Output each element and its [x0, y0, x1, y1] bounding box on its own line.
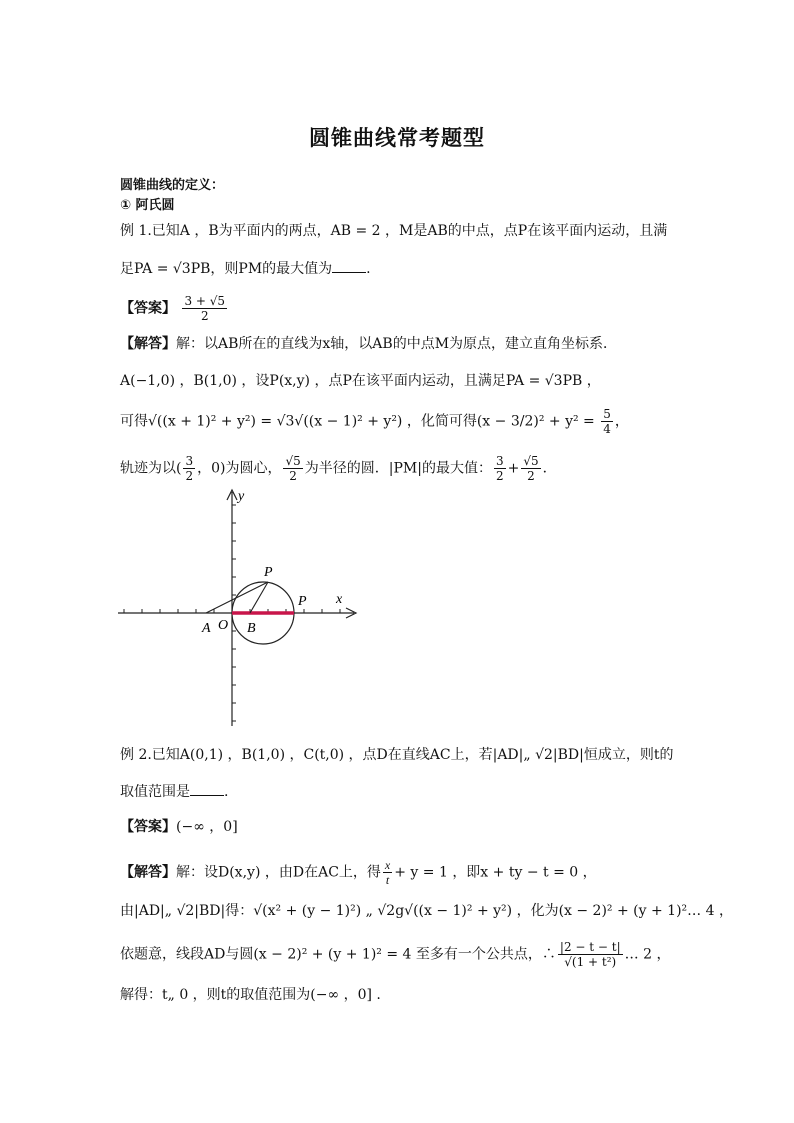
step3-max-fraction-2 — [521, 454, 540, 483]
label-p1: P — [264, 565, 273, 580]
example1-step1: A(−1,0) ，B(1,0) ，设P(x,y) ，点P在该平面内运动，且满足PA = √3PB ， — [120, 373, 601, 389]
section-heading: 圆锥曲线的定义： — [120, 178, 225, 193]
step2-denominator: 4 — [603, 422, 611, 436]
page-title: 圆锥曲线常考题型 — [309, 126, 485, 150]
sol1-num: x — [384, 858, 391, 872]
step2-end: ， — [614, 413, 629, 430]
example2-line2 — [120, 781, 228, 802]
solution-tag: 【解答】 — [120, 336, 176, 352]
example1-answer — [120, 294, 229, 323]
step3-radius-den: 2 — [289, 469, 297, 483]
step3-end: ． — [542, 460, 557, 477]
sol1-text-a: 解：设D(x,y) ，由D在AC上，得 — [176, 864, 381, 881]
sol3-text-a: 依题意，线段AD与圆(x − 2)² + (y + 1)² = 4 至多有一个公共点，∴ — [120, 946, 556, 963]
answer-blank-2 — [190, 781, 224, 796]
sol3-text-b: … 2 ， — [624, 946, 671, 963]
example2-line1: 例 2.已知A(0,1) ，B(1,0) ，C(t,0) ，点D在直线AC上，若|AD|„ √2|BD|恒成立，则t的 — [120, 747, 674, 763]
example2-sol1 — [120, 858, 597, 887]
step2-numerator: 5 — [603, 407, 611, 421]
step3-radius-num: √5 — [285, 454, 301, 468]
answer-numerator: 3 + √5 — [184, 294, 226, 308]
example2-sol4: 解得：t„ 0 ，则t的取值范围为(−∞ ，0] . — [120, 987, 381, 1003]
label-b: B — [247, 621, 256, 636]
answer-value-2: (−∞ ，0] — [176, 819, 238, 835]
answer-denominator: 2 — [200, 309, 209, 323]
step3-center-num: 3 — [185, 454, 194, 468]
label-p2: P — [298, 594, 307, 609]
example2-line2-text: 取值范围是 — [120, 784, 190, 800]
label-a: A — [202, 621, 211, 636]
example1-solution — [120, 334, 617, 354]
sol3-num: |2 − t − t| — [559, 940, 621, 954]
step3-max-num1: 3 — [495, 454, 504, 468]
step3-max-fraction-1 — [494, 454, 506, 483]
step3-center-fraction — [183, 454, 195, 483]
step3-text-b: ，0)为圆心， — [197, 460, 282, 477]
example2-line2-end: . — [224, 784, 229, 800]
apollonius-figure — [118, 488, 363, 728]
example1-line2-text: 足PA = √3PB，则PM的最大值为 — [120, 261, 333, 277]
example2-sol3 — [120, 940, 670, 969]
section-item: ① 阿氏圆 — [120, 198, 175, 213]
step3-max-den1: 2 — [495, 469, 504, 483]
solution-tag-2: 【解答】 — [120, 864, 176, 881]
label-x: x — [336, 592, 343, 607]
step3-max-den2: 2 — [527, 469, 535, 483]
step3-max-num2: √5 — [523, 454, 539, 468]
step3-text-c: 为半径的圆．|PM|的最大值： — [304, 460, 492, 477]
step2-text: 可得√((x + 1)² + y²) = √3√((x − 1)² + y²) ，化简可得(x − 3/2)² + y² = — [120, 413, 600, 430]
example2-answer — [120, 817, 238, 837]
example1-line1: 例 1.已知A ，B为平面内的两点，AB = 2 ，M是AB的中点，点P在该平面内运动，且满 — [120, 223, 668, 239]
step3-text-a: 轨迹为以( — [120, 460, 182, 477]
example1-step2 — [120, 407, 629, 436]
step3-center-den: 2 — [185, 469, 194, 483]
example1-step3 — [120, 454, 557, 483]
sol3-fraction — [558, 940, 623, 969]
example2-sol2: 由|AD|„ √2|BD|得：√(x² + (y − 1)²) „ √2g√((x − 1)² + y²) ，化为(x − 2)² + (y + 1)²… 4 ， — [120, 903, 733, 919]
answer-tag: 【答案】 — [120, 300, 176, 317]
answer-blank — [332, 258, 366, 273]
sol1-fraction — [383, 858, 392, 887]
step3-plus: + — [507, 460, 520, 477]
label-o: O — [218, 618, 229, 633]
example1-line2 — [120, 258, 371, 279]
step2-fraction — [601, 407, 613, 436]
answer-fraction — [182, 294, 227, 323]
solution-text: 解：以AB所在的直线为x轴，以AB的中点M为原点，建立直角坐标系． — [176, 336, 618, 352]
sol3-den: √(1 + t²) — [564, 955, 617, 969]
answer-tag-2: 【答案】 — [120, 819, 176, 835]
label-y: y — [238, 489, 245, 504]
sol1-den: t — [385, 873, 390, 887]
sol1-text-b: + y = 1 ，即x + ty − t = 0 ， — [394, 864, 597, 881]
step3-radius-fraction — [283, 454, 302, 483]
example1-line2-end: . — [366, 261, 371, 277]
